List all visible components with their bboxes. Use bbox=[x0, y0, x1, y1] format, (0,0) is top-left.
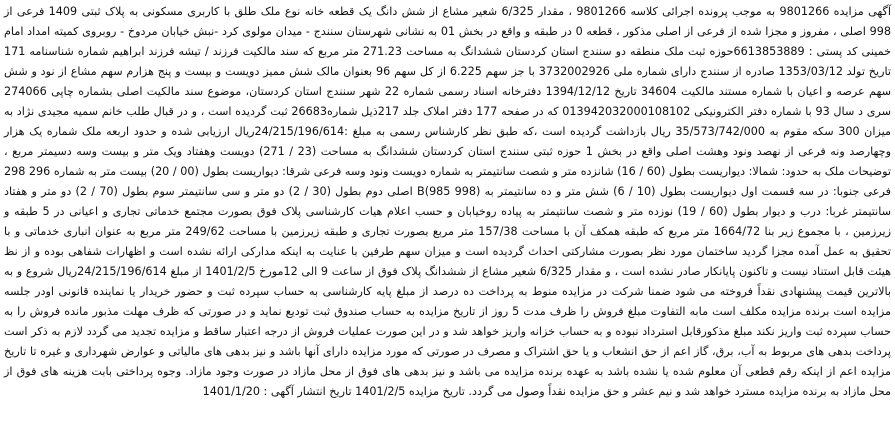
notice-text: آگهی مزایده 9801266 به موجب پرونده اجرائی کلاسه 9801266 ، مقدار 6/325 شعیر مشاع از شش دانگ یک قطعه خانه نوع ملک طلق با کاربری مسکونی به پلاک ثبتی 1409 فرعی از 998 اصلی ، مفروز و مجزا شده از فرعی از اصلی مذکور ، قطعه 0 در طبقه و واقع در بخش 01 به نشانی شهرستان سنندج - میدان مولوی کرد -نبش خیابان مردوخ - روبروی کمیته امداد امام خمینی کد پستی : 6613853889حوزه ثبت ملک منطقه دو سنندج استان کردستان ششدانگ به مساحت 271.23 متر مربع که سند مالکیت فرزند / تیشه فرزند ابراهیم شماره شناسنامه 171 تاریخ تولد 1353/03/12 صادره از سنندج دارای شماره ملی 3732002926 با جز سهم 6.225 از کل سهم 96 بعنوان مالک شش ممیز دویست و بیست و پنج هزارم سهم مشاع از نود و شش سهم عرصه و اعیان با شماره مستند مالکیت 34604 تاریخ 1394/12/12 دفترخانه اسناد رسمی شماره 22 شهر سنندج استان کردستان، موضوع سند مالکیت اصلی بشماره چاپی 274066 سری د سال 93 با شماره دفتر الکترونیکی 013942032000108102 که در صفحه 177 دفتر املاک جلد 217ذیل شماره26683 ثبت گردیده است ، و در قبال طلب خانم سمیه مجیدی نژاد به میزان 300 سکه مقوم به 35/573/742/000 ریال بازداشت گردیده است ،که طبق نظر کارشناس رسمی به مبلغ :24/215/196/614ریال ارزیابی شده و حدود اربعه ملک شماره یک هزار وچهارصد ونه فرعی از نهصد ونود وهشت اصلی واقع در بخش 1 حوزه ثبتی سنندج استان کردستان ششدانگ به مساحت (23 / 271) دویست وهفتاد ویک متر و بیست وسه دسیمتر مربع ، توضیحات ملک به حدود: شمالا: دیواریست بطول (60 / 16) شانزده متر و شصت سانتیمتر به شماره دویست ونود وسه فرعی شرقا: دیواریست بطول (00 / 20) بیست متر به شماره 296 298 فرعی جنوبا: در سه قسمت اول دیواریست بطول (10 / 6) شش متر و ده سانتیمتر به (998 985)B اصلی دوم بطول (30 / 2) دو متر و سی سانتیمتر سوم بطول (70 / 2) دو متر و هفتاد سانتیمتر غربا: درب و دیوار بطول (60 / 19) نوزده متر و شصت سانتیمتر به پیاده روخیابان و حسب اعلام هیات کارشناسی پلاک فوق بصورت مجتمع خدماتی تجاری و اعیانی در 5 طبقه و زیرزمین ، با مجموع زیر بنا 1664/72 متر مربع که طبقه همکف آن با مساحت 157/38 متر مربع بصورت تجاری و طبقه زیرزمین با مساحت 249/62 متر مربع به عنوان انباری خدماتی و با تحقیق به عمل آمده مجزا گردید ساختمان مورد نظر بصورت مشارکتی احداث گردیده است و میزان سهم طرفین با عنایت به اینکه مدارکی ارائه نشده است و اظهارات شفاهی بوده و از نظ هیئت قابل استناد نیست و تاکنون پایانکار صادر نشده است ، و مقدار 6/325 شعیر مشاع از ششدانگ پلاک فوق از ساعت 9 الی 12مورخ 1401/2/5 از مبلغ 24/215/196/614ریال شروع و به بالاترین قیمت پیشنهادی نقداً فروخته می شود ضمنا شرکت در مزایده منوط به پرداخت ده درصد از مبلغ پایه کارشناسی به حساب سپرده ثبت و حضور خریدار یا نماینده قانونی اودر جلسه مزایده است برنده مزایده مکلف است مابه التفاوت مبلغ فروش را ظرف مدت 5 روز از تاریخ مزایده به حساب صندوق ثبت تودیع نماید و در صورتی که ظرف مهلت مذبور مانده فروش را به حساب سپرده ثبت واریز نکند مبلغ مذکورقابل استرداد نبوده و به حساب خزانه واریز خواهد شد و در این صورت عملیات فروش از درجه اعتبار ساقط و مزایده تجدید می گردد لازم به ذکر است پرداخت بدهی های مربوط به آب، برق، گاز اعم از حق انشعاب و یا حق اشتراک و مصرف در صورتی که مورد مزایده دارای آنها باشد و نیز بدهی های مالیاتی و عوارض شهرداری و غیره تا تاریخ مزایده اعم از اینکه رقم قطعی آن معلوم شده یا نشده باشد به عهده برنده مزایده می باشد و نیز بدهی های فوق از محل مازاد در صورت وجود مازاد. وجوه پرداختی بابت هزینه های فوق از محل مازاد به برنده مزایده مسترد خواهد شد و نیم عشر و حق مزایده نقداً وصول می گردد. تاریخ مزایده 1401/2/5 تاریخ انتشار آگهی : 1401/1/20 bbox=[4, 5, 892, 398]
